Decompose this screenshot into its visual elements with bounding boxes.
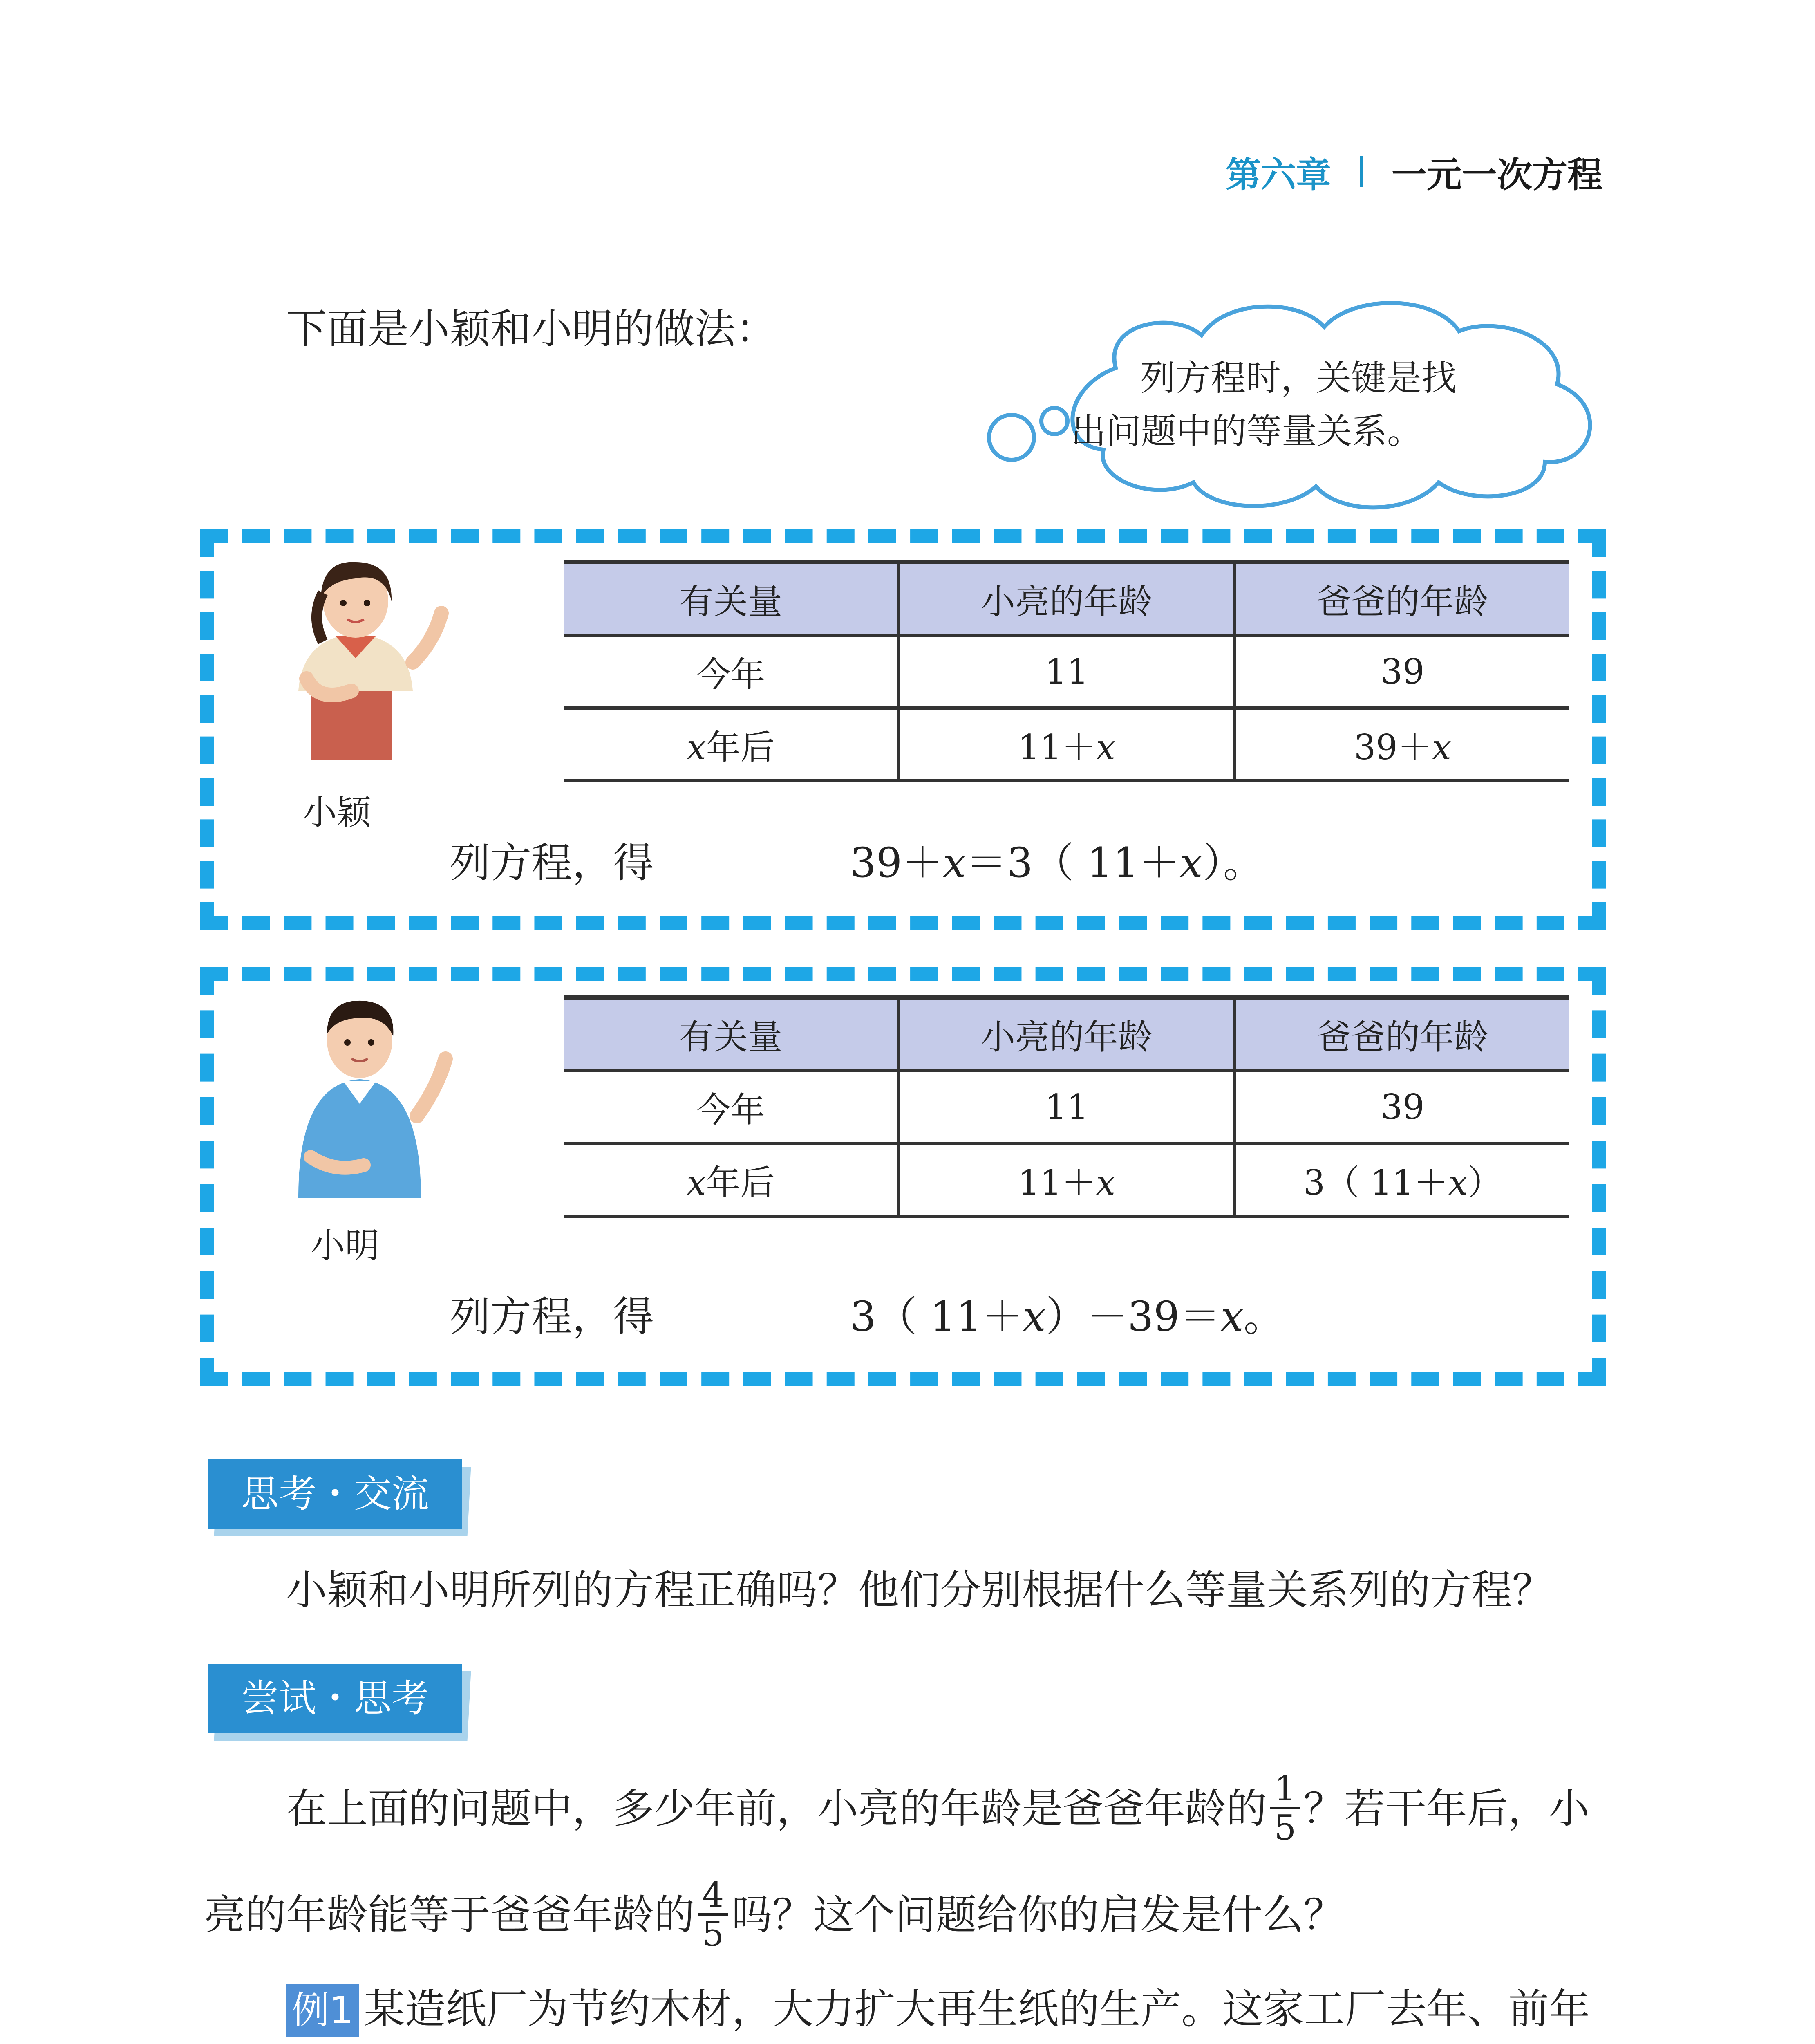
table-header-cell: 小亮的年龄	[899, 562, 1235, 635]
variable-x: x	[1432, 727, 1452, 767]
try-line-1	[286, 1768, 1590, 1850]
table-cell: 今年	[564, 635, 899, 708]
quantity-table-2	[564, 995, 1569, 1218]
running-header	[1226, 147, 1602, 196]
cell-text: 39＋	[1354, 727, 1432, 767]
table-header-cell: 爸爸的年龄	[1235, 562, 1569, 635]
table-header-cell: 有关量	[564, 997, 899, 1071]
table-header-row	[564, 997, 1569, 1071]
variable-x: x	[687, 1162, 706, 1203]
tag-label: 思考・交流	[208, 1459, 462, 1529]
fraction-numerator: 4	[698, 1876, 728, 1916]
text: 某造纸厂为节约木材，大力扩大再生纸的生产。这家工厂去年、前年	[364, 1985, 1590, 2033]
cloud-line-2: 出问题中的等量关系。	[1071, 411, 1422, 452]
text: 亮的年龄能等于爸爸年龄的	[204, 1891, 695, 1939]
fraction-denominator: 5	[702, 1914, 724, 1954]
table-header-cell: 小亮的年龄	[899, 997, 1235, 1071]
variable-x: x	[943, 839, 966, 887]
table-cell: 今年	[564, 1071, 899, 1143]
chapter-label: 第六章	[1226, 155, 1331, 195]
variable-x: x	[1179, 839, 1203, 887]
cell-text: 11＋	[1018, 727, 1096, 767]
fraction-denominator: 5	[1274, 1808, 1296, 1848]
table-cell	[899, 1143, 1235, 1216]
cell-text: 3（ 11＋	[1303, 1162, 1448, 1203]
cloud-text	[1071, 352, 1529, 458]
fraction-four-fifths	[698, 1876, 728, 1952]
table-header-cell: 有关量	[564, 562, 899, 635]
variable-x: x	[1220, 1293, 1244, 1340]
eq-part: 。	[1243, 1293, 1285, 1340]
text: ？若干年后，小	[1303, 1784, 1590, 1833]
eq-part: 3（ 11＋	[850, 1293, 1023, 1340]
table-cell	[1235, 708, 1569, 781]
equation-2	[850, 1284, 1285, 1342]
cell-text: 11＋	[1018, 1162, 1096, 1203]
fraction-one-fifth	[1270, 1770, 1300, 1846]
eq-part: ）。	[1202, 839, 1264, 887]
cell-text: 年后	[706, 1162, 775, 1203]
header-separator	[1360, 156, 1363, 187]
table-cell	[564, 708, 899, 781]
eq-part: 39＋	[850, 839, 943, 887]
cell-text: 年后	[706, 727, 775, 767]
tag-label: 尝试・思考	[208, 1664, 462, 1733]
eq-part: ）－39＝	[1046, 1293, 1221, 1340]
section-tag-try-think	[208, 1664, 470, 1741]
eq-part: ＝3（ 11＋	[966, 839, 1180, 887]
table-header-cell: 爸爸的年龄	[1235, 997, 1569, 1071]
girl-illustration	[262, 556, 450, 760]
table-row	[564, 1143, 1569, 1216]
example-line-1	[286, 1983, 1590, 2037]
table-cell: 39	[1235, 1071, 1569, 1143]
table-cell: 11	[899, 635, 1235, 708]
equation-label-1: 列方程，得	[450, 839, 654, 887]
equation-1	[850, 830, 1264, 889]
table-cell	[564, 1143, 899, 1216]
think-question: 小颖和小明所列的方程正确吗？他们分别根据什么等量关系列的方程？	[286, 1566, 1553, 1614]
table-cell	[899, 708, 1235, 781]
section-tag-think-discuss	[208, 1459, 470, 1537]
variable-x: x	[687, 727, 706, 767]
variable-x: x	[1448, 1162, 1468, 1203]
intro-text: 下面是小颖和小明的做法：	[286, 305, 777, 353]
table-cell: 39	[1235, 635, 1569, 708]
variable-x: x	[1096, 1162, 1116, 1203]
table-cell	[1235, 1143, 1569, 1216]
character-name-xiaoying: 小颖	[302, 792, 372, 832]
text: 在上面的问题中，多少年前，小亮的年龄是爸爸年龄的	[286, 1784, 1267, 1833]
example-label: 例1	[286, 1984, 359, 2037]
cloud-line-1: 列方程时，关键是找	[1140, 358, 1457, 399]
cell-text: ）	[1468, 1162, 1502, 1203]
try-line-2	[204, 1875, 1345, 1957]
quantity-table-1	[564, 560, 1569, 782]
table-row	[564, 635, 1569, 708]
text: 吗？这个问题给你的启发是什么？	[731, 1891, 1345, 1939]
table-row	[564, 708, 1569, 781]
variable-x: x	[1096, 727, 1116, 767]
character-name-xiaoming: 小明	[311, 1226, 380, 1266]
table-row	[564, 1071, 1569, 1143]
boy-illustration	[266, 993, 454, 1198]
fraction-numerator: 1	[1270, 1770, 1300, 1809]
table-header-row	[564, 562, 1569, 635]
table-cell: 11	[899, 1071, 1235, 1143]
variable-x: x	[1023, 1293, 1046, 1340]
chapter-title: 一元一次方程	[1392, 155, 1602, 195]
equation-label-2: 列方程，得	[450, 1293, 654, 1340]
